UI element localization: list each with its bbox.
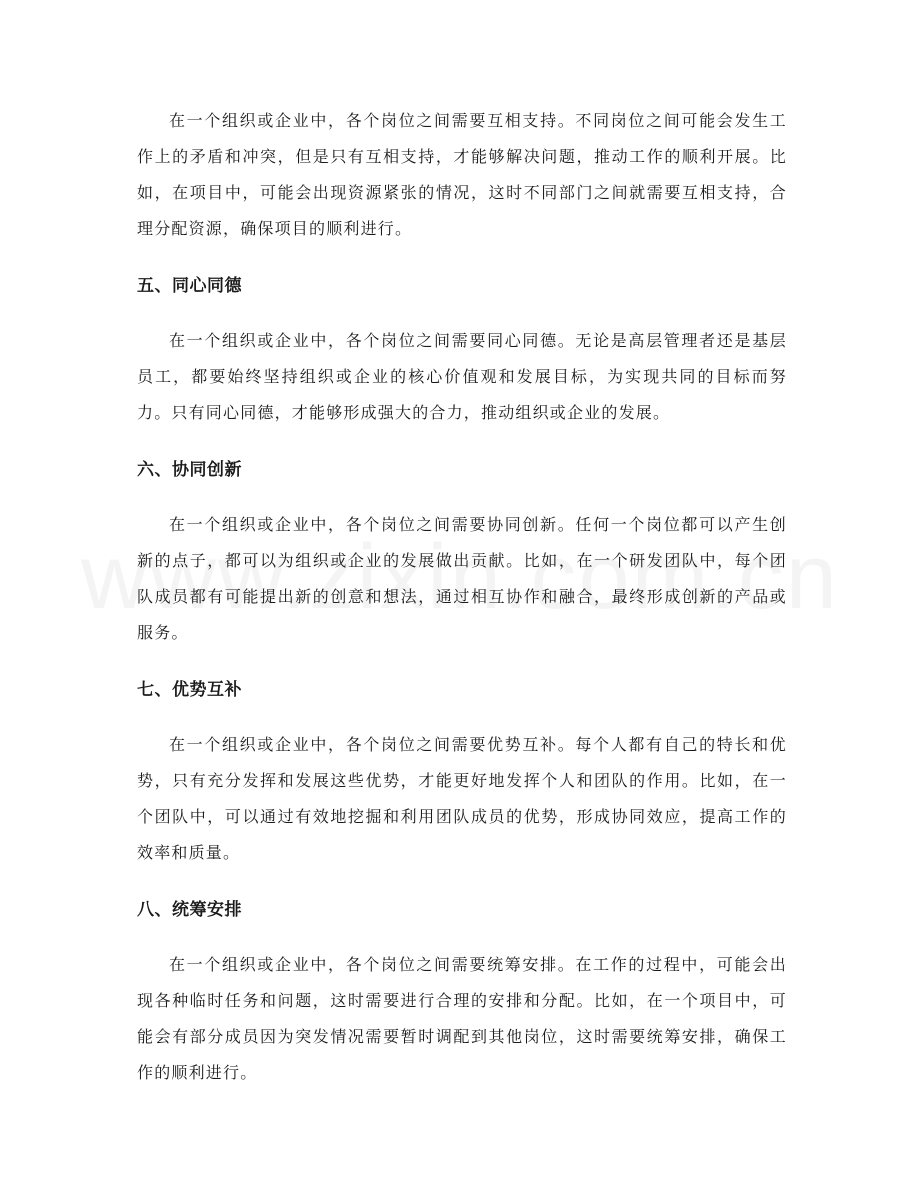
document-body [137,103,787,1091]
section-heading-5: 五、同心同德 [137,276,242,296]
section-paragraph-5: 在一个组织或企业中，各个岗位之间需要同心同德。无论是高层管理者还是基层员工，都要始终坚持组织或企业的核心价值观和发展目标，为实现共同的目标而努力。只有同心同德，才能够形成强大的合力，推动组织或企业的发展。 [137,331,787,422]
section-heading-6: 六、协同创新 [137,460,242,480]
section-paragraph-7: 在一个组织或企业中，各个岗位之间需要优势互补。每个人都有自己的特长和优势，只有充分发挥和发展这些优势，才能更好地发挥个人和团队的作用。比如，在一个团队中，可以通过有效地挖掘和利用团队成员的优势，形成协同效应，提高工作的效率和质量。 [137,735,787,862]
section-heading-7: 七、优势互补 [137,680,242,700]
section-heading-8: 八、统筹安排 [137,900,242,920]
section-paragraph-6: 在一个组织或企业中，各个岗位之间需要协同创新。任何一个岗位都可以产生创新的点子，都可以为组织或企业的发展做出贡献。比如，在一个研发团队中，每个团队成员都有可能提出新的创意和想法，通过相互协作和融合，最终形成创新的产品或服务。 [137,515,787,642]
section-paragraph-8: 在一个组织或企业中，各个岗位之间需要统筹安排。在工作的过程中，可能会出现各种临时任务和问题，这时需要进行合理的安排和分配。比如，在一个项目中，可能会有部分成员因为突发情况需要暂时调配到其他岗位，这时需要统筹安排，确保工作的顺利进行。 [137,955,787,1082]
intro-paragraph: 在一个组织或企业中，各个岗位之间需要互相支持。不同岗位之间可能会发生工作上的矛盾和冲突，但是只有互相支持，才能够解决问题，推动工作的顺利开展。比如，在项目中，可能会出现资源紧张的情况，这时不同部门之间就需要互相支持，合理分配资源，确保项目的顺利进行。 [137,111,787,238]
